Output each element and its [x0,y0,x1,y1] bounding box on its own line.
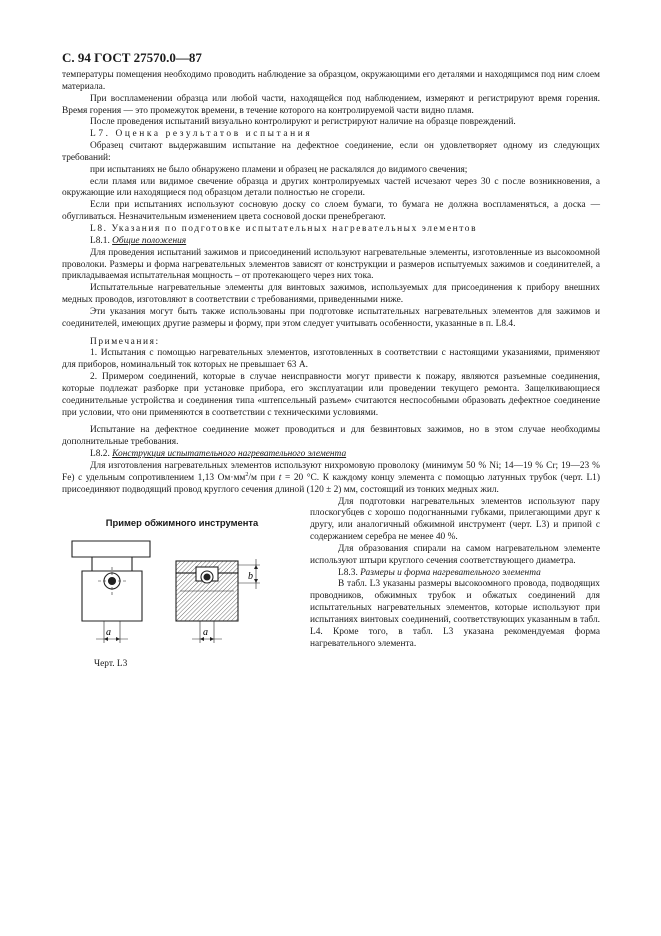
paragraph: температуры помещения необходимо проводить наблюдение за образцом, окружающими его деталями и находящимся под ним слоем материала. [62,70,600,92]
paragraph: После проведения испытаний визуально контролируют и регистрируют наличие на образце повреждений. [90,117,516,128]
subsection-l81 [62,236,600,248]
paragraph: Если при испытаниях используют сосновую доску со слоем бумаги, то бумага не должна воспламеняться, а доска — обугливаться. Незначительным изменением цвета сосновой доски пренебрегают. [62,200,600,223]
subsection-title: Конструкция испытательного нагревательного элемента [112,449,347,460]
section-heading-l7: L7. Оценка результатов испытания [90,129,313,140]
subsection-number: L8.2. [90,449,110,460]
paragraph: Испытательные нагревательные элементы для винтовых зажимов, используемых для присоединения к прибору внешних медных проводов, изготовляют в соответствии с требованиями, приведенными ниже. [62,283,600,306]
paragraph: Для подготовки нагревательных элементов используют пару плоскогубцев с хорошо подогнанными губками, прилегающими друг к другу, или аналогичный обжимной инструмент (черт. L3) и припой с содержанием серебра не менее 40 %. [310,496,600,543]
paragraph: Эти указания могут быть также использованы при подготовке испытательных нагревательных элементов для зажимов и соединителей, имеющих другие размеры и форму, при этом следует учитывать особенности, указанные в п. L8.4. [62,306,600,329]
paragraph: Для изготовления нагревательных элементов используют нихромовую проволоку (минимум 50 % Ni; 14—19 % Cr; 19—23 % Fe) с удельным сопротивлением 1,13 $Ом\cdot мм^2/м$ при t = 20 °С. К каждому концу элемента с помощью латунных трубок (черт. L1) присоединяют подводящий провод круглого сечения длиной (120 ± 2) мм, состоящий из тонких медных жил. [62,461,600,495]
paragraph: При воспламенении образца или любой части, находящейся под наблюдением, измеряют и регистрируют время горения. Время горения — это промежуток времени, в течение которого на контролируемой части видно пламя. [62,93,600,116]
dimension-a-side: a [203,626,208,638]
paragraph: Для образования спирали на самом нагревательном элементе используют штыри круглого сечения соответствующего диаметра. [310,543,600,566]
body-text [62,70,600,726]
dimension-a: a [106,626,111,638]
paragraph: Образец считают выдержавшим испытание на дефектное соединение, если он удовлетворяет одному из следующих требований: [62,141,600,163]
tool-jaw-front-view [72,541,150,643]
note: 1. Испытания с помощью нагревательных элементов, изготовленных в соответствии с настоящими указаниями, применяют для приборов, номинальный ток которых не превышает 63 А. [62,348,600,371]
dimension-b: b [248,570,253,582]
section-heading-l8: L8. Указания по подготовке испытательных нагревательных элементов [90,223,478,234]
subsection-title: Размеры и форма нагревательного элемента [360,567,541,578]
notes-heading: Примечания: [90,336,160,347]
paragraph: если пламя или видимое свечение образца и других контролируемых частей исчезают через 30 с после возникновения, а окружающие или находящиеся под образцом детали полностью не сгорели. [62,176,600,199]
paragraph: В табл. L3 указаны размеры высокоомного провода, подводящих проводников, обжимных трубок и обжатых соединений для испытательных нагревательных элементов, которые используют при испытаниях винтовых соединений, соответствующих указанным в табл. L4. Кроме того, в табл. L3 указана рекомендуемая форма нагревательного элемента. [310,579,600,649]
paragraph: Для проведения испытаний зажимов и присоединений используют нагревательные элементы, изготовленные из высокоомной проволоки. Размеры и форма нагревательных элементов зависят от конструкции и размеров испытуемых зажимов и соединителей, а прикладываемая испытательная мощность – от протекающего через них тока. [62,247,600,282]
subsection-l82 [62,449,600,461]
figure-crimping-tool [62,501,302,726]
figure-caption: Черт. L3 [94,658,128,669]
note: 2. Примером соединений, которые в случае неисправности могут привести к пожару, являются разъемные соединения, которые подлежат разборке при установке прибора, его эксплуатации или проведении текущего ремонта. Защелкивающиеся соединительные устройства и соединения типа «штепсельный разъем» считаются неспособными образовать дефектное соединение при условии, что они применяются в соответствии с техническими условиями. [62,372,600,418]
crimping-tool-drawing [62,531,302,656]
subsection-number: L8.3. [338,567,358,578]
paragraph: при испытаниях не было обнаружено пламени и образец не раскалялся до видимого свечения; [90,164,468,175]
figure-title: Пример обжимного инструмента [105,516,259,528]
paragraph: Испытание на дефектное соединение может проводиться и для безвинтовых зажимов, но в этом случае необходимы дополнительные требования. [62,425,600,448]
subsection-number: L8.1. [90,235,110,246]
page-header: С. 94 ГОСТ 27570.0—87 [62,50,202,65]
subsection-title: Общие положения [112,235,187,246]
